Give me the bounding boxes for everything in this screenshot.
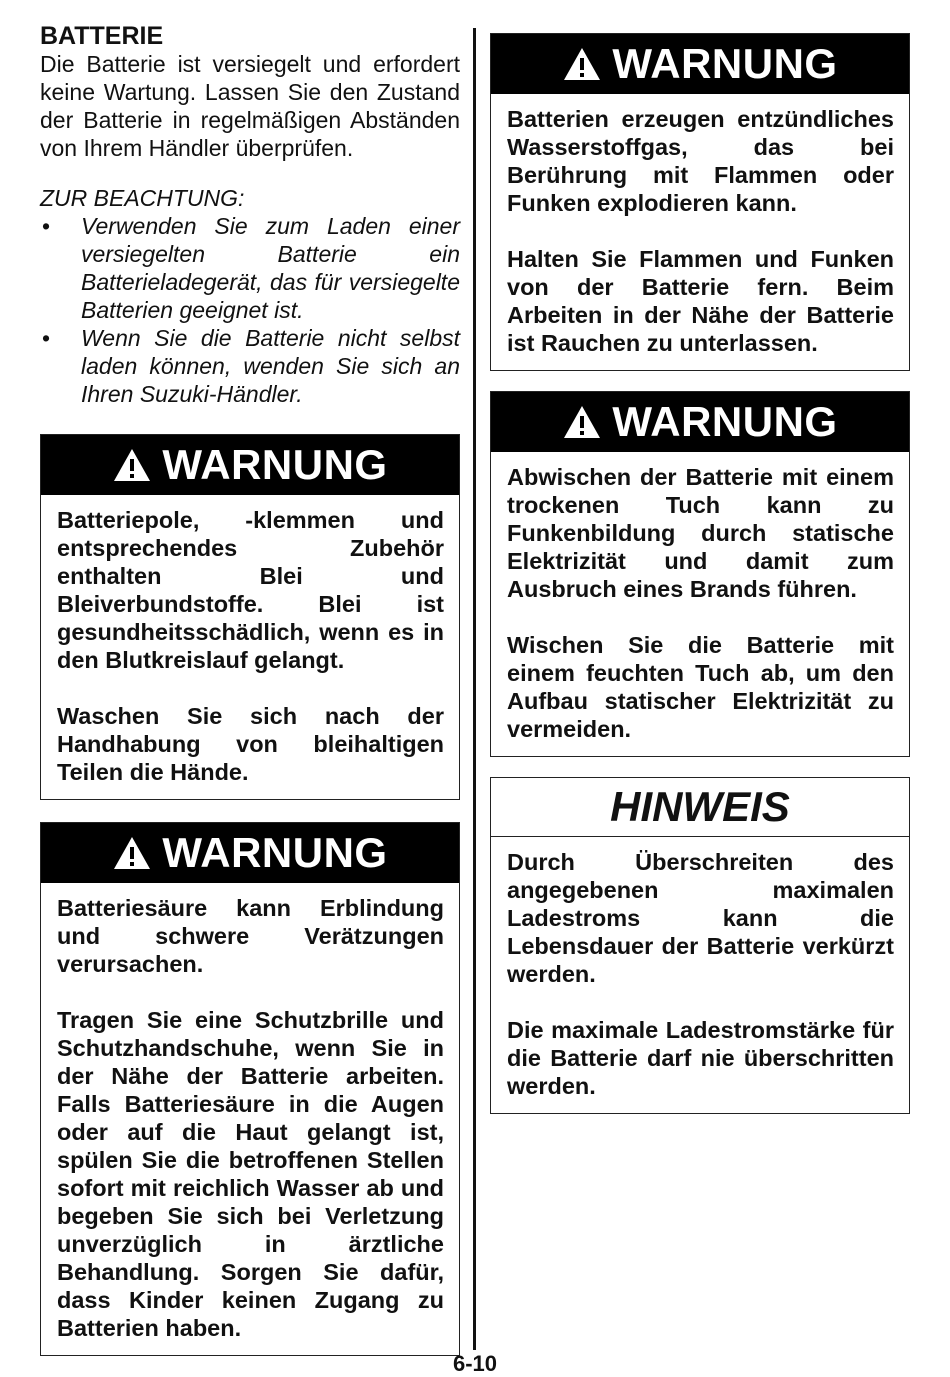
right-column [490, 33, 910, 1114]
warning-box-acid [40, 822, 460, 1356]
warning-body [41, 883, 459, 1355]
warning-box-lead [40, 434, 460, 800]
section-title: BATTERIE [40, 22, 164, 50]
note-bullet-text: Wenn Sie die Batterie nicht selbst laden können, wenden Sie sich an Ihren Suzuki-Händler. [81, 325, 460, 407]
note-bullet-text: Verwenden Sie zum Laden einer versiegelten Batterie ein Batterieladegerät, das für versiegelte Batterien geeignet ist. [81, 213, 460, 323]
warning-header [41, 435, 459, 495]
hinweis-paragraph: Durch Überschreiten des angegebenen maximalen Ladestroms kann die Lebensdauer der Batterie verkürzt werden. [507, 849, 894, 987]
hinweis-paragraph: Die maximale Ladestromstärke für die Batterie darf nie überschritten werden. [507, 1017, 894, 1099]
hinweis-body [491, 837, 909, 1113]
warning-title: WARNUNG [162, 829, 388, 876]
warning-paragraph: Halten Sie Flammen und Funken von der Batterie fern. Beim Arbeiten in der Nähe der Batterie ist Rauchen zu unterlassen. [507, 246, 894, 356]
note-label: ZUR BEACHTUNG: [40, 185, 245, 211]
warning-box-static [490, 391, 910, 757]
page-number: 6-10 [452, 1351, 498, 1376]
warning-paragraph: Wischen Sie die Batterie mit einem feuchten Tuch ab, um den Aufbau statischer Elektrizität zu vermeiden. [507, 632, 894, 742]
warning-header [41, 823, 459, 883]
warning-body [491, 94, 909, 370]
warning-header [491, 392, 909, 452]
warning-paragraph: Tragen Sie eine Schutzbrille und Schutzhandschuhe, wenn Sie in der Nähe der Batterie arbeiten. Falls Batteriesäure in die Augen oder auf die Haut gelangt ist, spülen Sie die betroffenen Stellen sofort mit reichlich Wasser ab und begeben Sie sich bei Verletzung unverzüglich in ärztliche Behandlung. Sorgen Sie dafür, dass Kinder keinen Zugang zu Batterien haben. [57, 1007, 444, 1341]
hinweis-title: HINWEIS [491, 778, 909, 837]
note-bullet-list [40, 212, 460, 408]
warning-body [491, 452, 909, 756]
left-column [40, 22, 460, 1356]
warning-title: WARNUNG [612, 398, 838, 445]
column-divider [473, 28, 476, 1350]
warning-triangle-icon [112, 835, 152, 871]
hinweis-box [490, 777, 910, 1114]
warning-triangle-icon [562, 46, 602, 82]
bullet-glyph: • [42, 213, 51, 239]
note-bullet-item [40, 212, 460, 324]
note-bullet-item [40, 324, 460, 408]
warning-triangle-icon [112, 447, 152, 483]
warning-title: WARNUNG [612, 40, 838, 87]
warning-paragraph: Waschen Sie sich nach der Handhabung von bleihaltigen Teilen die Hände. [57, 703, 444, 785]
warning-title: WARNUNG [162, 441, 388, 488]
section-intro-text: Die Batterie ist versiegelt und erfordert keine Wartung. Lassen Sie den Zustand der Batterie in regelmäßigen Abständen von Ihrem Händler überprüfen. [40, 51, 460, 161]
warning-header [491, 34, 909, 94]
warning-box-hydrogen [490, 33, 910, 371]
warning-body [41, 495, 459, 799]
warning-triangle-icon [562, 404, 602, 440]
warning-paragraph: Batteriepole, -klemmen und entsprechendes Zubehör enthalten Blei und Bleiverbundstoffe. Blei ist gesundheitsschädlich, wenn es in den Blutkreislauf gelangt. [57, 507, 444, 673]
bullet-glyph: • [42, 325, 51, 351]
warning-paragraph: Abwischen der Batterie mit einem trockenen Tuch kann zu Funkenbildung durch statische Elektrizität und damit zum Ausbruch eines Brands führen. [507, 464, 894, 602]
warning-paragraph: Batteriesäure kann Erblindung und schwere Verätzungen verursachen. [57, 895, 444, 977]
warning-paragraph: Batterien erzeugen entzündliches Wasserstoffgas, das bei Berührung mit Flammen oder Funken explodieren kann. [507, 106, 894, 216]
